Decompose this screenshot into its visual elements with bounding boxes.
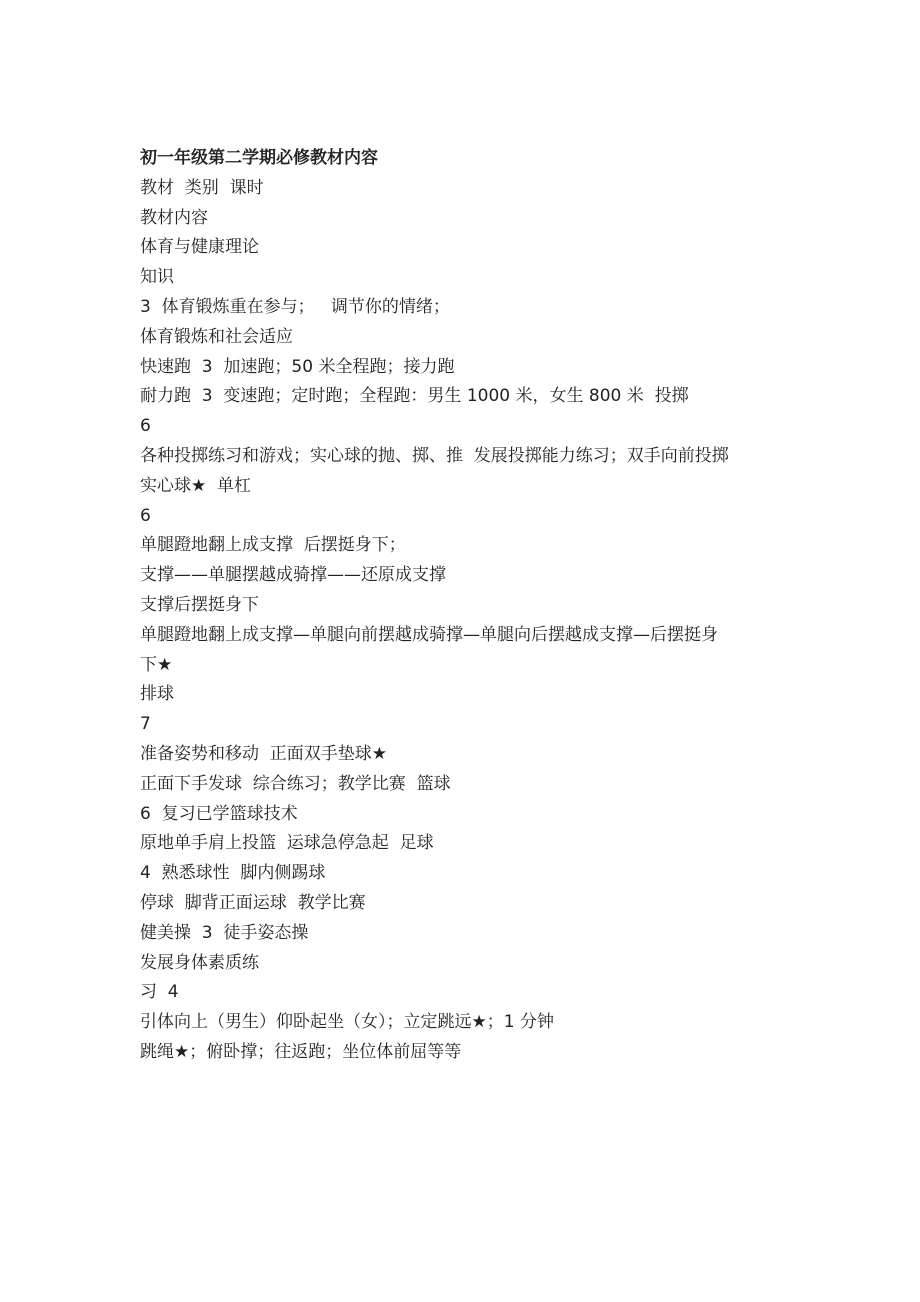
text-line-22: 6 复习已学篮球技术 (140, 803, 298, 824)
text-line-12: 6 (140, 505, 151, 526)
text-line-18: 排球 (140, 684, 174, 705)
text-line-16: 单腿蹬地翻上成支撑—单腿向前摆越成骑撑—单腿向后摆越成支撑—后摆挺身 (140, 624, 718, 645)
text-line-8: 耐力跑 3 变速跑；定时跑；全程跑：男生 1000 米，女生 800 米 投掷 (140, 386, 689, 407)
text-line-23: 原地单手肩上投篮 运球急停急起 足球 (140, 833, 434, 854)
document-body (140, 144, 800, 1068)
text-line-2: 教材内容 (140, 207, 208, 228)
text-line-30: 跳绳★；俯卧撑；往返跑；坐位体前屈等等 (140, 1041, 462, 1062)
text-line-3: 体育与健康理论 (140, 237, 259, 258)
text-line-13: 单腿蹬地翻上成支撑 后摆挺身下； (140, 535, 406, 556)
text-line-28: 习 4 (140, 982, 179, 1003)
text-line-7: 快速跑 3 加速跑；50 米全程跑；接力跑 (140, 356, 455, 377)
text-line-19: 7 (140, 714, 151, 735)
text-line-21: 正面下手发球 综合练习；教学比赛 篮球 (140, 773, 451, 794)
text-line-1: 教材 类别 课时 (140, 177, 264, 198)
text-line-5: 3 体育锻炼重在参与； 调节你的情绪； (140, 296, 450, 317)
text-line-6: 体育锻炼和社会适应 (140, 326, 293, 347)
text-line-26: 健美操 3 徒手姿态操 (140, 922, 309, 943)
text-line-20: 准备姿势和移动 正面双手垫球★ (140, 743, 388, 764)
text-line-15: 支撑后摆挺身下 (140, 594, 259, 615)
text-line-11: 实心球★ 单杠 (140, 475, 252, 496)
text-line-29: 引体向上（男生）仰卧起坐（女）；立定跳远★；1 分钟 (140, 1012, 554, 1033)
text-line-4: 知识 (140, 267, 174, 288)
text-line-10: 各种投掷练习和游戏；实心球的抛、掷、推 发展投掷能力练习；双手向前投掷 (140, 445, 729, 466)
text-line-24: 4 熟悉球性 脚内侧踢球 (140, 863, 326, 884)
text-line-25: 停球 脚背正面运球 教学比赛 (140, 892, 366, 913)
document-title: 初一年级第二学期必修教材内容 (140, 148, 378, 168)
text-line-27: 发展身体素质练 (140, 952, 259, 973)
text-line-17: 下★ (140, 654, 173, 675)
text-line-9: 6 (140, 416, 151, 437)
text-line-14: 支撑——单腿摆越成骑撑——还原成支撑 (140, 565, 446, 586)
